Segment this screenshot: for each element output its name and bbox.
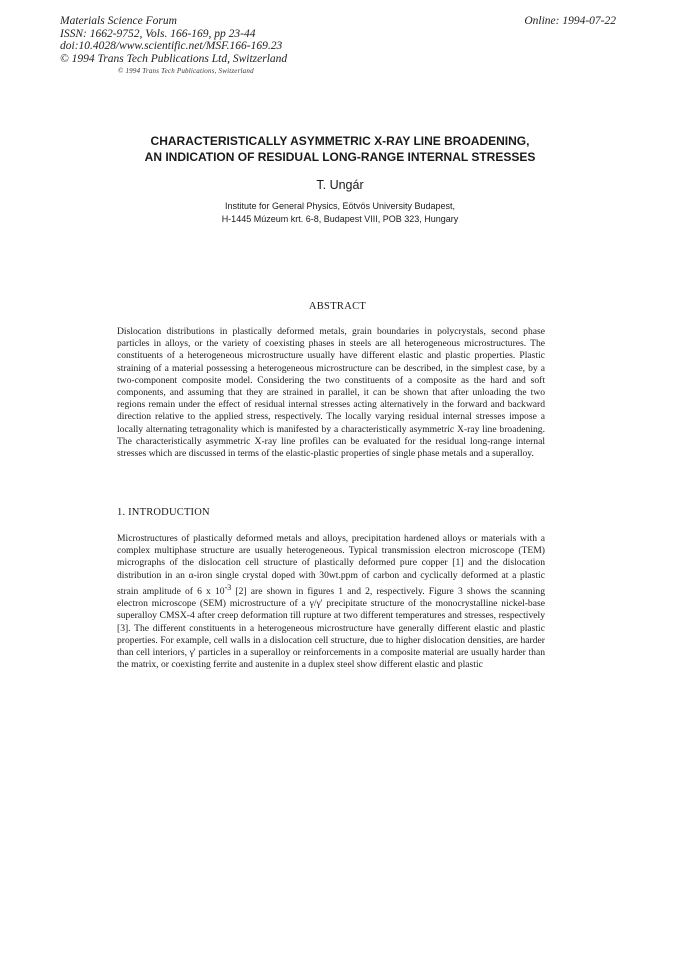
intro-text-3: [2] are shown in figures 1 and 2, respectively. Figure 3 shows the scanning electron microscope (SEM) microstructure of a [117, 586, 545, 610]
intro-text-4: precipitate structure of the monocrystalline nickel-base superalloy CMSX-4 after creep deformation till rupture at two different temperatures and stresses, respectively [3]. The different constituents in a heterogeneous microstructure have generally different elastic and plastic properties. For example, cell walls in a dislocation cell structure, due to higher dislocation densities, are harder than cell interiors, [117, 598, 545, 659]
paper-title [60, 133, 620, 165]
copyright-small: © 1994 Trans Tech Publications, Switzerland [118, 67, 254, 75]
gamma-gamma-prime-symbol: γ/γ' [309, 598, 323, 610]
affiliation-line-1: Institute for General Physics, Eötvös University Budapest, [224, 201, 456, 211]
journal-name: Materials Science Forum [60, 15, 177, 27]
abstract-text: Dislocation distributions in plastically deformed metals, grain boundaries in polycrystals, second phase particles in alloys, or the variety of coexisting phases in steels are all heterogeneous microstructures. The constituents of a heterogeneous microstructure usually have different elastic and plastic properties. Plastic straining of a material possessing a heterogeneous microstructure can be described, in the simplest case, by a two-component composite model. Considering the two constituents of a composite as the hard and soft components, and assuming that they are strained in parallel, it can be shown that after unloading the two regions remain under the effect of residual internal stresses acting alternatively in the forward and backward direction relative to the applied stress, respectively. The locally varying residual internal stresses impose a locally alternating tetragonality which is manifested by a characteristically asymmetric X-ray line broadening. The characteristically asymmetric X-ray line profiles can be evaluated for the residual long-range internal stresses which are discussed in terms of the elastic-plastic properties of single phase metals and a superalloy. [117, 326, 545, 460]
gamma-prime-symbol: γ' [189, 647, 196, 659]
doi-line: doi:10.4028/www.scientific.net/MSF.166-169.23 [60, 40, 283, 52]
issn-line: ISSN: 1662-9752, Vols. 166-169, pp 23-44 [60, 27, 256, 40]
affiliation-line-2: H-1445 Múzeum krt. 6-8, Budapest VIII, POB 323, Hungary [221, 213, 459, 224]
intro-text-2: -iron single crystal doped with 30wt.ppm of carbon and cyclically deformed at a plastic strain amplitude of 6 x 10 [117, 569, 545, 597]
intro-text-1: Microstructures of plastically deformed metals and alloys, precipitation hardened alloys or materials with a complex multiphase structure are usually heterogeneous. Typical transmission electron microscope (TEM) micrographs of the dislocation cell structure of plastically deformed pure copper [1] and the dislocation distribution in an [117, 533, 545, 581]
exponent: -3 [224, 582, 232, 592]
online-date: Online: 1994-07-22 [524, 15, 616, 27]
introduction-paragraph [117, 533, 545, 671]
publication-metadata [60, 15, 287, 65]
affiliation [60, 200, 620, 225]
alpha-symbol: α [188, 569, 194, 581]
introduction-heading: 1. INTRODUCTION [117, 507, 210, 518]
intro-text-5: particles in a superalloy or reinforcements in a composite material are usually harder than the matrix, or coexisting ferrite and austenite in a duplex steel show different elastic and plastic [117, 647, 545, 671]
abstract-heading: ABSTRACT [308, 301, 367, 312]
author-name: T. Ungár [316, 178, 364, 192]
copyright-line: © 1994 Trans Tech Publications Ltd, Switzerland [60, 52, 288, 65]
title-line-1: CHARACTERISTICALLY ASYMMETRIC X-RAY LINE BROADENING, [150, 134, 530, 148]
title-line-2: AN INDICATION OF RESIDUAL LONG-RANGE INTERNAL STRESSES [144, 150, 536, 164]
